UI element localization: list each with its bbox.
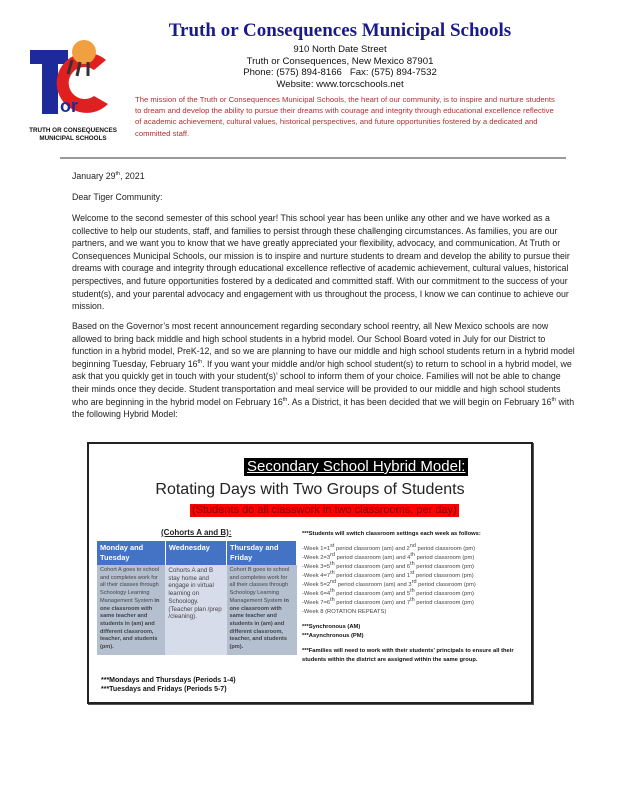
city-address: Truth or Consequences, New Mexico 87901 <box>246 55 434 67</box>
paragraph-2 <box>72 320 577 421</box>
cell-text: Cohort B goes to school and completes work for all their classes through Schoology Learning Management System <box>229 567 290 604</box>
salutation: Dear Tiger Community: <box>72 192 163 202</box>
ordinal-suffix: rd <box>411 579 417 586</box>
model-subtitle: Rotating Days with Two Groups of Students <box>155 481 465 498</box>
table-cell <box>165 565 226 655</box>
district-title: Truth or Consequences Municipal Schools <box>168 20 512 41</box>
text-segment: period classroom (am) and 3 <box>336 582 412 588</box>
text-segment: . As a District, it has been decided that we will begin on February 16 <box>287 396 552 407</box>
schedule-note: ***Tuesdays and Fridays (Periods 5-7) <box>101 686 227 693</box>
ordinal-suffix: th <box>410 588 415 595</box>
ordinal-suffix: th <box>551 396 557 403</box>
model-title: Secondary School Hybrid Model: <box>244 458 468 476</box>
rotation-info <box>302 530 527 665</box>
column-header: Wednesday <box>165 541 226 565</box>
ordinal-suffix: nd <box>330 579 337 586</box>
text-segment: period classroom (am) and 2 <box>334 546 410 552</box>
ordinal-suffix: th <box>410 597 415 604</box>
header-divider <box>60 157 566 159</box>
text-segment: -Week 1=1 <box>302 546 331 552</box>
cohort-schedule-table <box>97 541 297 655</box>
ordinal-suffix: th <box>330 570 335 577</box>
district-logo <box>28 38 118 118</box>
table-header-row <box>97 541 297 565</box>
families-note: ***Families will need to work with their students’ principals to ensure all their students within the district are assigned within the same group. <box>302 648 514 663</box>
text-segment: -Week 2=3 <box>302 555 331 561</box>
ordinal-suffix: th <box>330 561 335 568</box>
letter-date <box>72 170 577 183</box>
ordinal-suffix: nd <box>409 543 416 550</box>
ordinal-suffix: st <box>330 543 335 550</box>
website: Website: www.torcschools.net <box>276 78 404 90</box>
text-segment: . If you want your middle and/or high school student(s) to return to school in a hybrid model, we ask that you quickly get in touch with your student(s)’ school to inform them of your choice. Families will not be able to change their minds once they decide. Student transportation and meal service will be provided to our middle and high school students who are beginning in the hybrid model on February 16 <box>72 358 572 407</box>
cell-bold-text: in one classroom with same teacher and students in (am) and different classroom, teacher, and students (pm). <box>100 597 160 651</box>
text-segment: Welcome to the second semester of this school year! This school year has been unlike any other and we have worked as a collective to help our students, staff, and families to persist through these challenging circumstances. As families, you are our partners, and we want you to know that we have greatly appreciated your flexibility, advocacy, and communication. At Truth or Consequences Municipal Schools, our mission is to inspire and nurture students to dream and develop the ability to pursue their dreams with courage and integrity through educational excellence reflective of academic achievement, cultural values, historical perspectives, and future opportunities fostered by a dedicated and committed staff. With our commitment to the success of your student(s), and your parental advocacy and engagement with us throughout the process, I know we can continue to achieve our mission. <box>72 213 570 312</box>
paragraph-1 <box>72 212 577 313</box>
async-note: ***Asynchronous (PM) <box>302 633 364 639</box>
svg-text:or: or <box>60 96 78 116</box>
text-segment: , 2021 <box>120 171 145 181</box>
ordinal-suffix: rd <box>330 552 335 559</box>
text-segment: -Week 7=6 <box>302 600 331 606</box>
text-segment: period classroom (pm) <box>414 591 474 597</box>
ordinal-suffix: th <box>410 552 415 559</box>
text-segment: period classroom (pm) <box>416 582 476 588</box>
text-segment: period classroom (am) and 5 <box>334 591 411 597</box>
cell-text: Cohort A goes to school and completes work for all their classes through Schoology Learning Management System <box>100 567 160 604</box>
week-item <box>302 599 527 608</box>
cell-bold-text: in one classroom with same teacher and students in (am) and different classroom, teacher, and students (pm). <box>229 597 289 651</box>
sync-note: ***Synchronous (AM) <box>302 624 361 630</box>
logo-caption-line: MUNICIPAL SCHOOLS <box>39 134 107 142</box>
text-segment: period classroom (pm) <box>414 573 474 579</box>
mission-statement: The mission of the Truth or Consequences Municipal Schools, the heart of our community, is to inspire and nurture students to dream and develop the ability to pursue their dreams with courage and integrity through educational excellence reflective of academic achievement, cultural values, historical perspectives, and future opportunities fostered by a dedicated and committed staff. <box>135 95 555 138</box>
text-segment: with the following Hybrid Model: <box>72 396 575 420</box>
table-cell <box>227 565 297 655</box>
ordinal-suffix: th <box>115 171 121 178</box>
ordinal-suffix: th <box>197 358 203 365</box>
text-segment: -Week 8 (ROTATION REPEATS) <box>302 609 387 615</box>
ordinal-suffix: th <box>410 561 415 568</box>
hybrid-model-graphic <box>87 442 533 704</box>
ordinal-suffix: th <box>330 588 335 595</box>
ordinal-suffix: th <box>282 396 288 403</box>
text-segment: period classroom (am) and 1 <box>334 573 411 579</box>
text-segment: -Week 5=2 <box>302 582 331 588</box>
text-segment: period classroom (pm) <box>414 555 475 561</box>
week-item <box>302 608 527 617</box>
schedule-note: ***Mondays and Thursdays (Periods 1-4) <box>101 677 236 684</box>
table-cell <box>97 565 165 655</box>
cohorts-heading: (Cohorts A and B): <box>161 528 232 537</box>
text-segment: period classroom (pm) <box>415 546 476 552</box>
model-banner: (Students do all classwork in two classrooms, per day) <box>192 504 457 516</box>
schedule-notes <box>101 676 236 694</box>
week-list <box>302 545 527 617</box>
text-segment: -Week 4=7 <box>302 573 331 579</box>
text-segment: period classroom (pm) <box>414 564 474 570</box>
cell-text: Cohorts A and B stay home and engage in virtual learning on Schoology. (Teacher plan /prep /cleaning). <box>168 567 222 621</box>
switch-heading: ***Students will switch classroom settings each week as follows: <box>302 531 481 537</box>
street-address: 910 North Date Street <box>293 44 387 55</box>
logo-caption-line: TRUTH OR CONSEQUENCES <box>29 127 117 134</box>
ordinal-suffix: th <box>330 597 335 604</box>
text-segment: -Week 6=4 <box>302 591 331 597</box>
table-row <box>97 565 297 655</box>
text-segment: period classroom (pm) <box>414 600 474 606</box>
text-segment: period classroom (am) and 7 <box>334 600 411 606</box>
text-segment: January 29 <box>72 171 116 181</box>
column-header: Thursday and Friday <box>227 541 297 565</box>
text-segment: period classroom (am) and 4 <box>334 555 411 561</box>
column-header: Monday and Tuesday <box>97 541 165 565</box>
week-item <box>302 563 527 572</box>
contact-block <box>130 44 550 90</box>
text-segment: Based on the Governor’s most recent announcement regarding secondary school reentry, all New Mexico schools are now allowed to bring back middle and high school students in a hybrid model. Our School Board voted in July for our District to function in a hybrid model, PreK-12, and so we are planning to have our middle and high school students return in a hybrid model beginning Tuesday, February 16 <box>72 321 575 369</box>
ordinal-suffix: st <box>410 570 415 577</box>
text-segment: -Week 3=5 <box>302 564 331 570</box>
logo-caption <box>26 127 120 142</box>
text-segment: period classroom (am) and 6 <box>334 564 411 570</box>
phone-fax: Phone: (575) 894-8166 Fax: (575) 894-7532 <box>243 67 437 78</box>
